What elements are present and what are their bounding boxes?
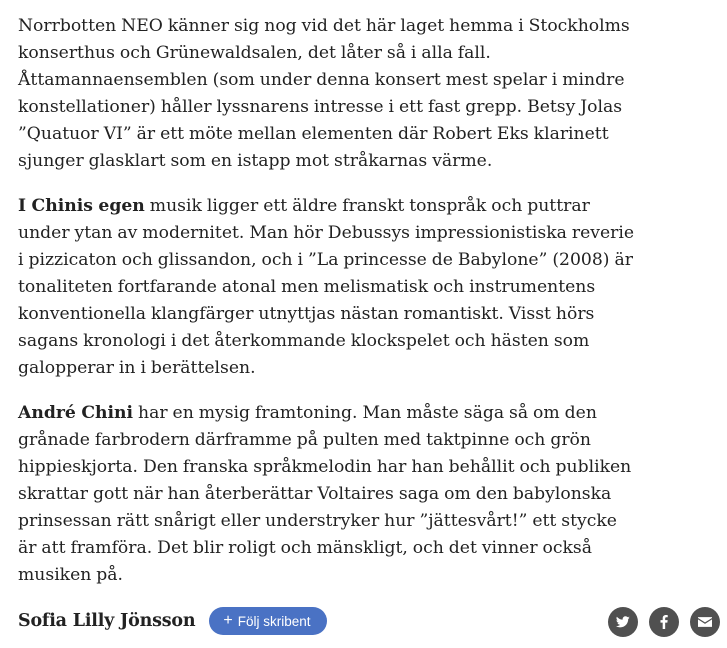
paragraph-lead: André Chini: [18, 403, 134, 423]
twitter-icon: [616, 616, 630, 628]
share-twitter-button[interactable]: [608, 607, 638, 637]
share-facebook-button[interactable]: [649, 607, 679, 637]
article-paragraph: [18, 400, 638, 589]
paragraph-text: Norrbotten NEO känner sig nog vid det här laget hemma i Stockholms konserthus och Grünewaldsalen, det låter så i alla fall. Åttamannaensemblen (som under denna konsert mest spelar i mindre konstellationer) håller lyssnarens intresse i ett fast grepp. Betsy Jolas ”Quatuor VI” är ett möte mellan elementen där Robert Eks klarinett sjunger glasklart som en istapp mot stråkarnas värme.: [18, 16, 630, 171]
follow-button-label: Följ skribent: [237, 613, 311, 629]
share-email-button[interactable]: [690, 607, 720, 637]
paragraph-text: har en mysig framtoning. Man måste säga så om den grånade farbrodern därframme på pulten med taktpinne och grön hippieskjorta. Den franska språkmelodin har han behållit och publiken skrattar gott när han återberättar Voltaires saga om den babylonska prinsessan rätt snårigt eller understryker hur ”jättesvårt!” ett stycke är att framföra. Det blir roligt och mänskligt, och det vinner också musiken på.: [18, 403, 632, 585]
byline: [18, 605, 327, 637]
follow-author-button[interactable]: [209, 607, 326, 635]
article-paragraph: [18, 193, 638, 382]
email-icon: [698, 617, 712, 627]
author-name[interactable]: Sofia Lilly Jönsson: [18, 611, 196, 631]
share-buttons: [608, 607, 720, 637]
plus-icon: +: [223, 612, 233, 629]
article-paragraph: [18, 13, 638, 175]
paragraph-text: musik ligger ett äldre franskt tonspråk och puttrar under ytan av modernitet. Man hör Debussys impressionistiska reverie i pizzicaton och glissandon, och i ”La princesse de Babylone” (2008) är tonaliteten fortfarande atonal men melismatisk och instrumentens konventionella klangfärger utnyttjas nästan romantiskt. Visst hörs sagans kronologi i det återkommande klockspelet och hästen som galopperar in i berättelsen.: [18, 196, 635, 378]
article-body: [18, 13, 638, 607]
paragraph-lead: I Chinis egen: [18, 196, 145, 216]
facebook-icon: [660, 615, 668, 629]
